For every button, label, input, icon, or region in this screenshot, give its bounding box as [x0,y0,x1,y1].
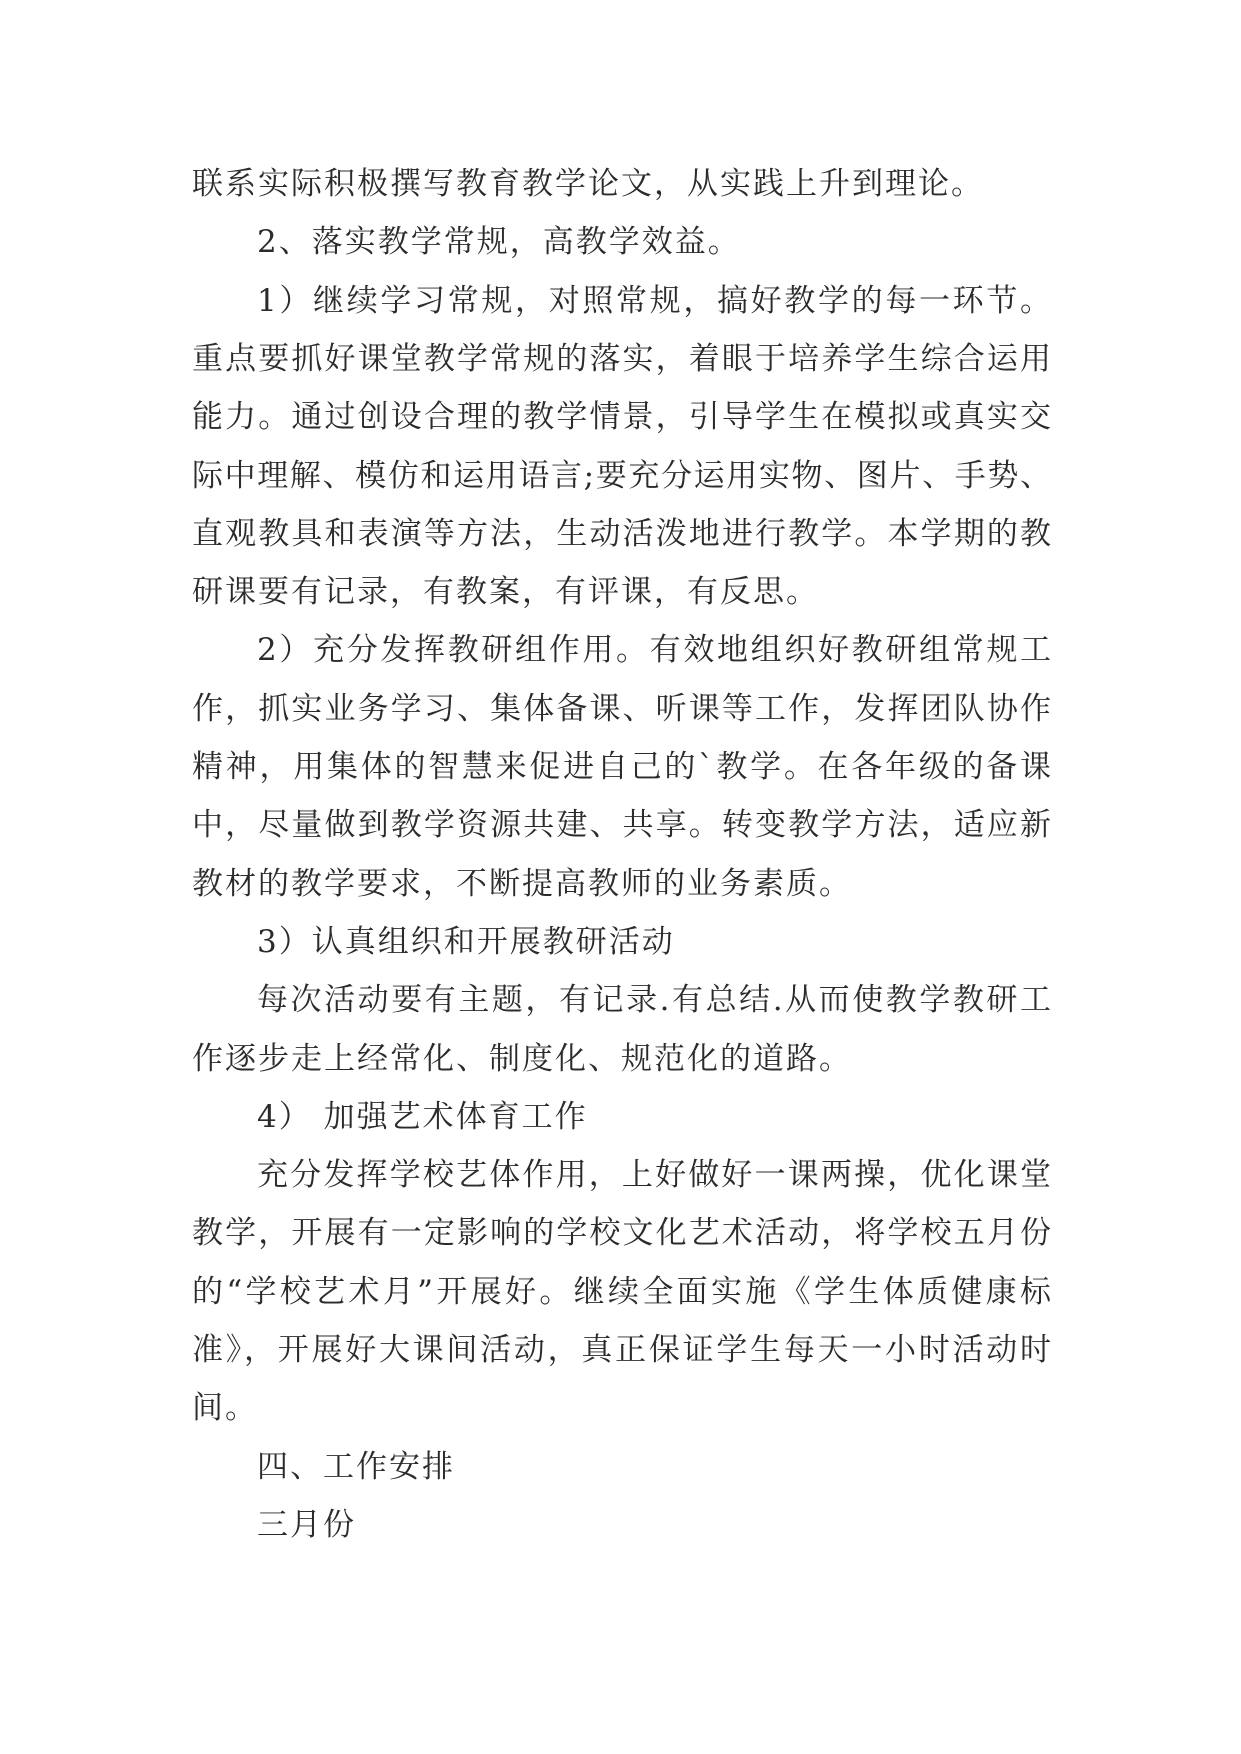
text-line: 联系实际积极撰写教育教学论文，从实践上升到理论。 [192,166,984,202]
text-line: 的“学校艺术月”开展好。继续全面实施《学生体质健康标 [192,1273,1051,1310]
text-line: 教材的教学要求，不断提高教师的业务素质。 [192,865,852,902]
section-heading: 4） 加强艺术体育工作 [257,1098,588,1135]
text-line: 能力。通过创设合理的教学情景，引导学生在模拟或真实交 [192,399,1051,436]
text-line: 教学，开展有一定影响的学校文化艺术活动，将学校五月份 [192,1215,1051,1252]
section-heading: 四、工作安排 [257,1448,455,1485]
text-line: 2）充分发挥教研组作用。有效地组织好教研组常规工 [257,632,1051,669]
text-line: 1）继续学习常规，对照常规，搞好教学的每一环节。 [257,282,1051,319]
text-line: 准》，开展好大课间活动，真正保证学生每天一小时活动时 [192,1332,1051,1368]
text-line: 直观教具和表演等方法，生动活泼地进行教学。本学期的教 [192,515,1051,552]
text-line: 际中理解、模仿和运用语言;要充分运用实物、图片、手势、 [192,457,1051,494]
text-line: 研课要有记录，有教案，有评课，有反思。 [192,574,819,611]
section-heading: 3）认真组织和开展教研活动 [257,923,675,960]
text-line: 充分发挥学校艺体作用，上好做好一课两操，优化课堂 [257,1157,1051,1194]
text-line: 间。 [192,1390,258,1427]
text-line: 中，尽量做到教学资源共建、共享。转变教学方法，适应新 [192,807,1051,844]
section-heading: 2、落实教学常规，高教学效益。 [257,224,741,261]
text-line: 精神，用集体的智慧来促进自己的`教学。在各年级的备课 [192,749,1051,785]
text-line: 重点要抓好课堂教学常规的落实，着眼于培养学生综合运用 [192,340,1051,377]
text-line: 每次活动要有主题，有记录.有总结.从而使教学教研工 [257,982,1051,1019]
section-heading: 三月份 [257,1506,356,1543]
text-line: 作，抓实业务学习、集体备课、听课等工作，发挥团队协作 [192,690,1051,727]
text-line: 作逐步走上经常化、制度化、规范化的道路。 [192,1040,852,1077]
